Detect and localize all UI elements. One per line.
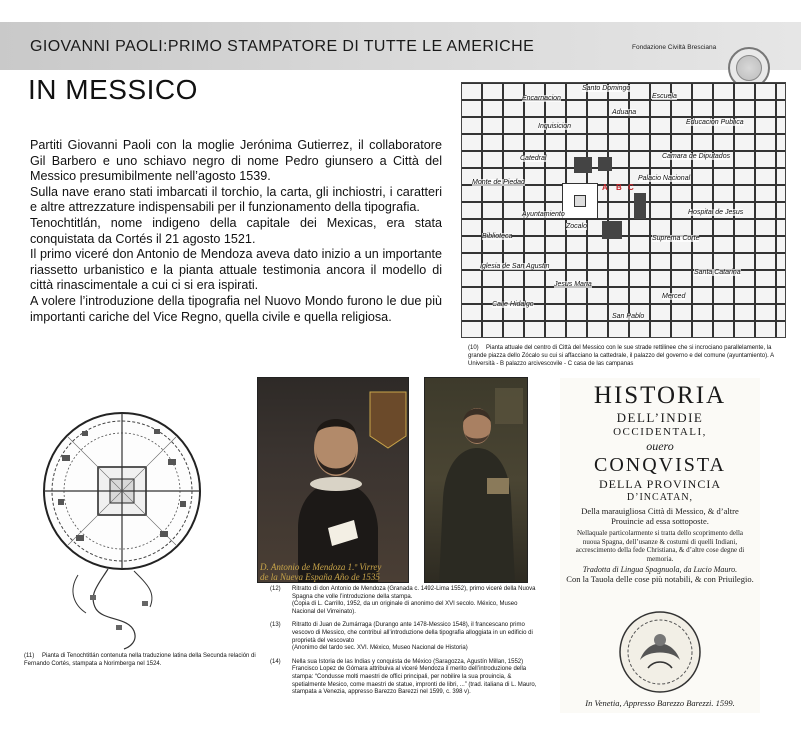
map-label: Santo Domingo	[582, 85, 631, 92]
caption-line: Ritratto di Juan de Zumárraga (Durango ante 1478-Messico 1548), il francescano primo vescovo di Messico, che contribuì all’introduzione della tipografia alloggiata in un edificio di proprietà del vescovato	[292, 622, 533, 644]
caption-number: (14)	[270, 658, 281, 665]
book-tavola: Con la Tauola delle cose più notabili, & con Priuilegio.	[566, 574, 754, 585]
map-label: Jesus Maria	[554, 281, 592, 288]
caption-14	[270, 659, 542, 697]
caption-number: (11)	[24, 653, 35, 659]
map-label: Encarnacion	[522, 95, 561, 102]
caption-number: (12)	[270, 586, 281, 592]
map-label: Zocalo	[566, 223, 588, 230]
intro-text	[30, 138, 442, 325]
caption-line: Ritratto di don Antonio de Mendoza (Granada c. 1492-Lima 1552), primo viceré della Nuova Spagna che volle l’introduzione della stampa.	[292, 586, 536, 600]
book-subtitle: DELLA PROVINCIA	[599, 477, 721, 491]
map-label: Suprema Corte	[652, 235, 700, 242]
book-subtitle: ouero	[646, 439, 674, 453]
caption-number: (10)	[468, 345, 479, 351]
intro-paragraph: A volere l’introduzione della tipografia nel Nuovo Mondo furono le due più importanti cariche del Vice Regno, quella civile e quella religiosa.	[30, 293, 442, 324]
map-label: Camara de Diputados	[662, 153, 731, 160]
caption-text: Pianta attuale del centro di Città del Messico con le sue strade rettilinee che si incrociano parallelamente, la grande piazza dello Zócalo su cui si affacciano la cattedrale, il palazzo del governo e del comune (ayuntamiento). A Università - B palazzo arcivescovile - C casa de las campanas	[468, 345, 774, 367]
book-subtitle: D’INCATAN,	[626, 492, 694, 503]
foundation-name: Fondazione Civiltà Bresciana	[632, 44, 717, 51]
map-label: Ayuntamiento	[522, 211, 565, 218]
mendoza-portrait-image	[257, 377, 409, 583]
zumarraga-portrait-image	[424, 377, 528, 583]
map-marker-c: C	[628, 183, 634, 192]
map-marker-a: A	[602, 183, 608, 192]
map-block	[634, 193, 646, 219]
map-label: Educacion Publica	[686, 119, 744, 126]
printer-emblem-icon	[618, 610, 702, 694]
map-label: Inquisicion	[538, 123, 572, 130]
caption-number: (13)	[270, 622, 281, 629]
tenochtitlan-map-image	[38, 395, 210, 650]
book-subtitle: DELL’INDIE	[616, 410, 704, 425]
intro-paragraph: Sulla nave erano stati imbarcati il torchio, la carta, gli inchiostri, i caratteri e altre attrezzature indispensabili per il funzionamento della tipografia.	[30, 184, 442, 215]
book-subtitle: CONQVISTA	[594, 454, 726, 476]
mexico-city-map-image	[461, 82, 786, 338]
map-label: Palacio Nacional	[638, 175, 691, 182]
map-label: Hospital de Jesus	[688, 209, 744, 216]
zocalo-center	[574, 195, 586, 207]
book-frontispiece	[560, 378, 760, 713]
map-block	[598, 157, 612, 171]
map-label: San Pablo	[612, 313, 645, 320]
banner-title: GIOVANNI PAOLI:PRIMO STAMPATORE DI TUTTE LE AMERICHE	[30, 38, 535, 55]
map-label: Merced	[662, 293, 686, 300]
map-block	[574, 157, 592, 173]
portrait-inscription: de la Nueva España Año de 1535	[260, 572, 380, 582]
book-translator: Tradotta di Lingua Spagnuola, da Lucio Mauro.	[582, 565, 738, 575]
map-label: Aduana	[612, 109, 637, 116]
portrait-inscription: D. Antonio de Mendoza 1.º Virrey	[260, 562, 382, 572]
map-block	[602, 221, 622, 239]
map-label: Iglesia de San Agustin	[480, 263, 550, 270]
book-description: Nellaquale particolarmente si tratta dello scoprimento della nuoua Spagna, dell’usanze & costumi di quelli Indiani, accrescimento della fede Christiana, & d’altre cose degne di memoria.	[575, 529, 745, 563]
map11-caption	[24, 652, 264, 668]
map-label: Calle Hidalgo	[492, 301, 534, 308]
book-line: Della marauigliosa Città di Messico, & d’altre	[581, 506, 739, 516]
caption-13	[270, 622, 542, 652]
book-imprint: In Venetia, Appresso Barezzo Barezzi. 1599.	[585, 698, 735, 708]
caption-12	[270, 586, 542, 616]
intro-paragraph: Il primo viceré don Antonio de Mendoza aveva dato inizio a un importante riassetto urbanistico e la pianta attuale testimonia ancora il modello di città rinascimentale a cui ci si era ispirati.	[30, 247, 442, 293]
page-title: IN MESSICO	[28, 74, 198, 105]
map-label: Monte de Piedad	[472, 179, 525, 186]
map-label: Catedral	[520, 155, 547, 162]
map-label: Escuela	[652, 93, 677, 100]
caption-line: Nella sua Istoria de las Indias y conquista de México (Saragozza, Agustín Millan, 1552) Francisco Lopez de Gómara attribuiva al viceré Mendoza il merito dell’introduzione della stampa: “Condusse molti maestri de offici principali, per nobilire la sua prouincia, & spetialmente Mesico, come maestri de statue, impronti de libri, ...” (trad. italiana di L. Mauro, stampata a Venezia, appresso Barezzo Barezzi nel 1599, c. 398 v).	[292, 658, 537, 696]
book-title: HISTORIA	[593, 382, 727, 409]
book-subtitle: OCCIDENTALI,	[613, 426, 707, 438]
map10-caption	[468, 344, 790, 368]
caption-text: Pianta di Tenochtitlán contenuta nella traduzione latina della Secunda relación di Fernando Cortés, stampata a Norimberga nel 1524.	[24, 653, 256, 667]
header-banner	[0, 22, 801, 70]
intro-paragraph: Partiti Giovanni Paoli con la moglie Jerónima Gutierrez, il collaboratore Gil Barbero e uno schiavo negro di nome Pedro giunsero a Città del Messico presumibilmente nell’agosto 1539.	[30, 138, 442, 184]
caption-line: (Anonimo del tardo sec. XVI. México, Museo Nacional de Historia)	[292, 645, 468, 652]
book-line: Prouincie ad essa sottoposte.	[611, 516, 709, 526]
map-label: Biblioteca	[482, 233, 513, 240]
map-marker-b: B	[616, 183, 622, 192]
map-label: Santa Catarina	[694, 269, 741, 276]
portrait-captions	[270, 586, 542, 703]
caption-line: (Copia di L. Carrillo, 1952, da un originale di anonimo del XVI secolo. México, Museo Nacional del Virreinato).	[292, 601, 518, 615]
intro-paragraph: Tenochtitlán, nome indigeno della capitale dei Mexicas, era stata conquistata da Cortés il 21 agosto 1521.	[30, 215, 442, 246]
